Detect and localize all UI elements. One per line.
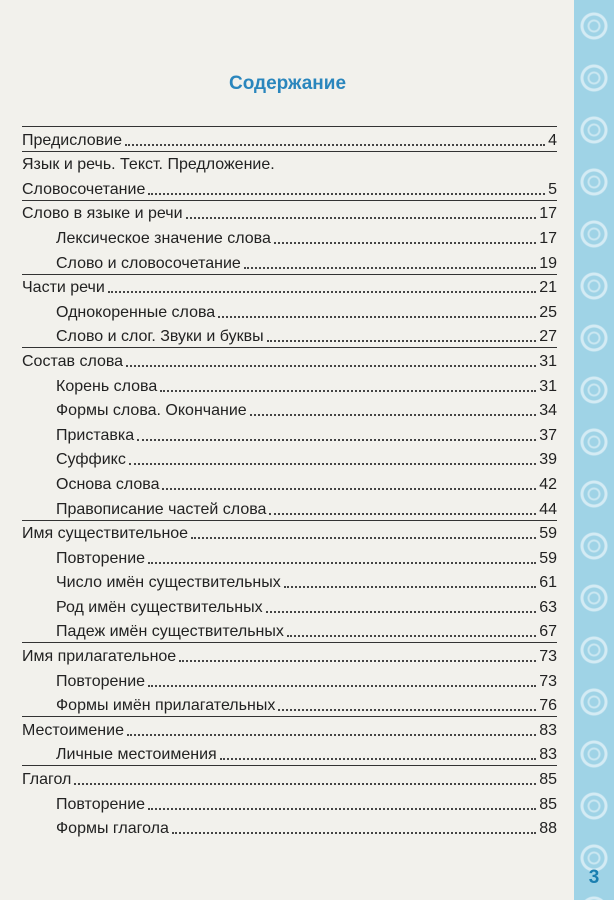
toc-entry-page: 37 — [539, 426, 557, 444]
toc-leader-dots — [250, 414, 537, 416]
toc-entry-page: 5 — [548, 180, 557, 198]
toc-entry-title: Слово и словосочетание — [56, 254, 241, 272]
toc-entry — [22, 790, 557, 815]
toc-entry — [22, 692, 557, 717]
toc-entry — [22, 421, 557, 446]
toc-leader-dots — [244, 267, 536, 269]
decorative-side-border — [574, 0, 614, 900]
table-of-contents — [22, 126, 557, 839]
toc-leader-dots — [148, 562, 536, 564]
toc-entry-page: 19 — [539, 254, 557, 272]
toc-leader-dots — [125, 144, 545, 146]
toc-entry-title: Местоимение — [22, 721, 124, 739]
toc-entry-title: Правописание частей слова — [56, 500, 267, 518]
toc-leader-dots — [162, 488, 536, 490]
toc-entry-title: Основа слова — [56, 475, 160, 493]
toc-entry — [22, 815, 557, 840]
toc-leader-dots — [129, 463, 536, 465]
toc-entry — [22, 298, 557, 323]
toc-entry-page: 34 — [539, 402, 557, 420]
toc-leader-dots — [186, 217, 537, 219]
toc-leader-dots — [287, 635, 536, 637]
toc-entry-title: Глагол — [22, 771, 72, 789]
toc-entry-title: Падеж имён существительных — [56, 623, 284, 641]
toc-leader-dots — [191, 537, 536, 539]
toc-entry-title: Состав слова — [22, 352, 124, 370]
toc-leader-dots — [127, 734, 536, 736]
toc-entry — [22, 323, 557, 348]
toc-entry-title: Слово и слог. Звуки и буквы — [56, 328, 264, 346]
toc-entry — [22, 544, 557, 569]
toc-entry — [22, 765, 557, 790]
toc-entry-title: Слово в языке и речи — [22, 205, 183, 223]
toc-entry-page: 61 — [539, 574, 557, 592]
toc-leader-dots — [172, 832, 536, 834]
toc-entry — [22, 151, 557, 176]
toc-entry-page: 4 — [548, 131, 557, 149]
toc-entry — [22, 249, 557, 274]
toc-leader-dots — [137, 439, 536, 441]
toc-entry-title: Число имён существительных — [56, 574, 281, 592]
toc-entry — [22, 741, 557, 766]
toc-entry-title: Род имён существительных — [56, 598, 263, 616]
toc-entry-title: Имя существительное — [22, 525, 189, 543]
toc-entry-page: 85 — [539, 771, 557, 789]
toc-entry-page: 59 — [539, 525, 557, 543]
toc-entry — [22, 593, 557, 618]
toc-entry — [22, 569, 557, 594]
toc-entry-title: Части речи — [22, 279, 105, 297]
toc-entry-page: 85 — [539, 795, 557, 813]
toc-leader-dots — [148, 685, 536, 687]
toc-entry-page: 59 — [539, 549, 557, 567]
toc-leader-dots — [148, 808, 536, 810]
toc-entry-title: Повторение — [56, 549, 146, 567]
toc-entry-page: 21 — [539, 279, 557, 297]
toc-leader-dots — [74, 783, 536, 785]
toc-entry-title: Личные местоимения — [56, 746, 217, 764]
toc-leader-dots — [266, 611, 537, 613]
toc-entry-title: Язык и речь. Текст. Предложение. — [22, 156, 275, 174]
toc-entry-title: Повторение — [56, 672, 146, 690]
toc-leader-dots — [108, 291, 536, 293]
toc-entry-page: 31 — [539, 377, 557, 395]
toc-entry-title: Предисловие — [22, 131, 122, 149]
toc-entry — [22, 618, 557, 643]
toc-entry-page: 73 — [539, 648, 557, 666]
toc-entry-page: 67 — [539, 623, 557, 641]
toc-entry — [22, 716, 557, 741]
toc-entry-title: Имя прилагательное — [22, 648, 177, 666]
page-title: Содержание — [228, 72, 347, 94]
toc-entry — [22, 446, 557, 471]
toc-entry — [22, 397, 557, 422]
toc-entry-page: 39 — [539, 451, 557, 469]
toc-entry — [22, 520, 557, 545]
toc-leader-dots — [218, 316, 536, 318]
toc-entry-title: Повторение — [56, 795, 146, 813]
toc-leader-dots — [220, 758, 537, 760]
toc-entry — [22, 642, 557, 667]
toc-leader-dots — [126, 365, 536, 367]
toc-entry — [22, 495, 557, 520]
toc-leader-dots — [148, 193, 545, 195]
toc-entry-title: Суффикс — [56, 451, 126, 469]
toc-entry-page: 25 — [539, 303, 557, 321]
toc-entry — [22, 175, 557, 200]
toc-entry-title: Приставка — [56, 426, 135, 444]
toc-entry-page: 17 — [539, 229, 557, 247]
toc-entry-page: 83 — [539, 721, 557, 739]
toc-leader-dots — [269, 513, 536, 515]
toc-entry-page: 88 — [539, 820, 557, 838]
toc-entry — [22, 274, 557, 299]
toc-entry-title: Корень слова — [56, 377, 158, 395]
toc-leader-dots — [160, 390, 536, 392]
toc-entry-page: 27 — [539, 328, 557, 346]
toc-leader-dots — [267, 340, 537, 342]
toc-entry-title: Лексическое значение слова — [56, 229, 271, 247]
toc-entry-page: 31 — [539, 352, 557, 370]
toc-entry — [22, 347, 557, 372]
toc-entry-page: 83 — [539, 746, 557, 764]
toc-leader-dots — [179, 660, 536, 662]
toc-entry-page: 17 — [539, 205, 557, 223]
toc-entry — [22, 470, 557, 495]
toc-entry-title: Формы слова. Окончание — [56, 402, 247, 420]
toc-entry — [22, 224, 557, 249]
toc-entry-title: Однокоренные слова — [56, 303, 216, 321]
toc-leader-dots — [278, 709, 536, 711]
toc-entry-page: 44 — [539, 500, 557, 518]
toc-entry — [22, 372, 557, 397]
toc-entry-title: Формы глагола — [56, 820, 169, 838]
toc-entry-page: 73 — [539, 672, 557, 690]
toc-entry-page: 42 — [539, 475, 557, 493]
toc-entry — [22, 126, 557, 151]
toc-leader-dots — [284, 586, 536, 588]
toc-entry-page: 76 — [539, 697, 557, 715]
toc-leader-dots — [274, 242, 536, 244]
page-number: 3 — [588, 867, 600, 888]
toc-entry-page: 63 — [539, 598, 557, 616]
toc-entry-title: Формы имён прилагательных — [56, 697, 276, 715]
toc-entry — [22, 200, 557, 225]
toc-entry — [22, 667, 557, 692]
toc-entry-title: Словосочетание — [22, 180, 146, 198]
